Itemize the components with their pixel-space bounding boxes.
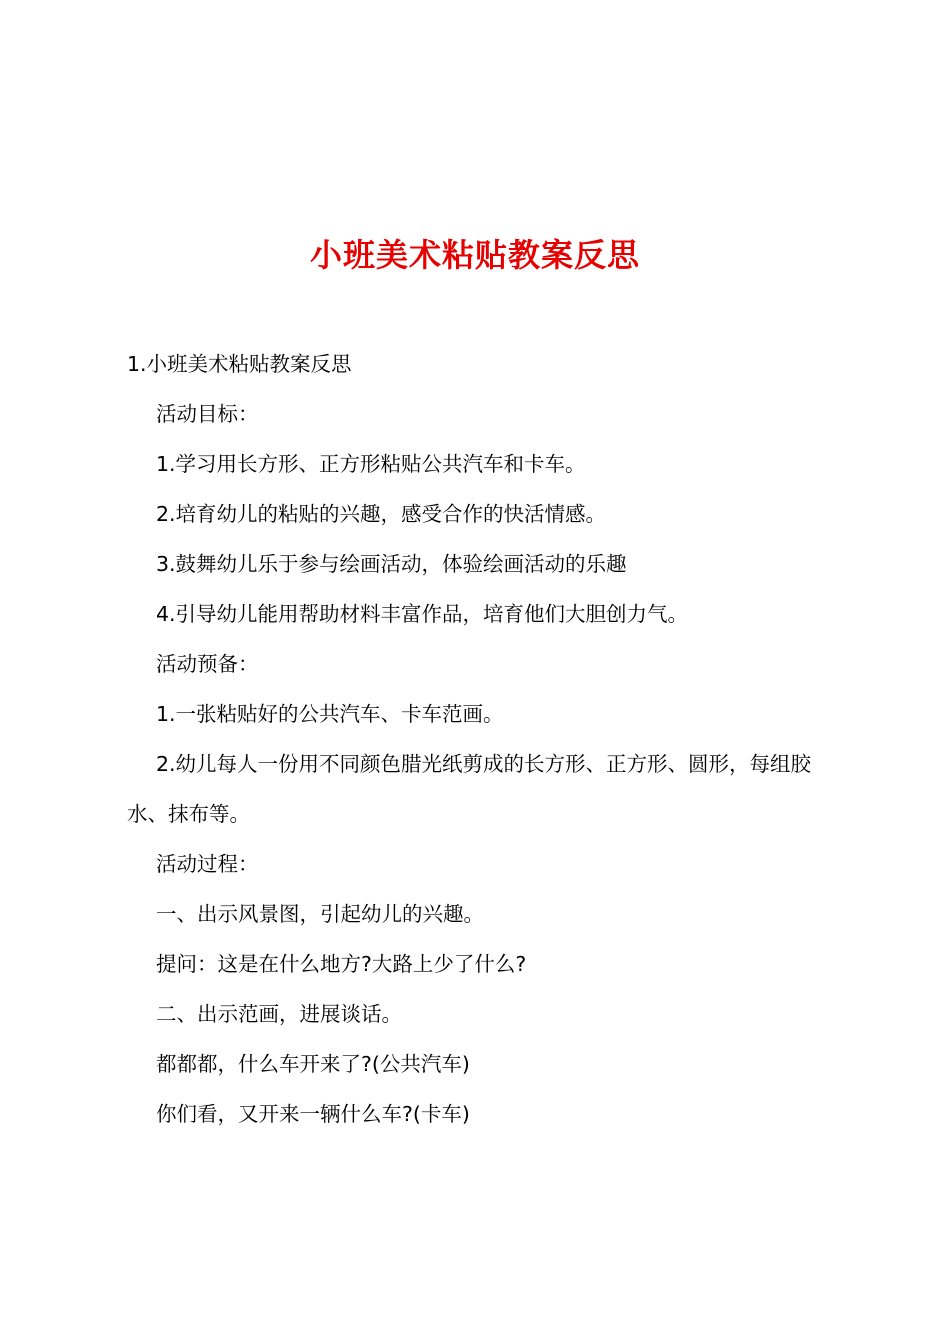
document-title: 小班美术粘贴教案反思 bbox=[309, 236, 640, 275]
paragraph: 活动目标： bbox=[156, 402, 259, 426]
paragraph: 1.学习用长方形、正方形粘贴公共汽车和卡车。 bbox=[156, 452, 586, 476]
paragraph: 二、出示范画，进展谈话。 bbox=[156, 1002, 402, 1026]
paragraph: 都都都，什么车开来了?(公共汽车) bbox=[156, 1052, 470, 1076]
paragraph: 3.鼓舞幼儿乐于参与绘画活动，体验绘画活动的乐趣 bbox=[156, 552, 627, 576]
paragraph: 2.培育幼儿的粘贴的兴趣，感受合作的快活情感。 bbox=[156, 502, 607, 526]
section-heading: 1.小班美术粘贴教案反思 bbox=[127, 352, 352, 376]
paragraph: 2.幼儿每人一份用不同颜色腊光纸剪成的长方形、正方形、圆形，每组胶水、抹布等。 bbox=[127, 752, 812, 826]
paragraph: 一、出示风景图，引起幼儿的兴趣。 bbox=[156, 902, 484, 926]
paragraph: 提问：这是在什么地方?大路上少了什么? bbox=[156, 952, 527, 976]
paragraph: 活动预备： bbox=[156, 652, 259, 676]
document-body bbox=[127, 339, 837, 1139]
paragraph: 活动过程： bbox=[156, 852, 259, 876]
paragraph: 1.一张粘贴好的公共汽车、卡车范画。 bbox=[156, 702, 504, 726]
paragraph: 你们看，又开来一辆什么车?(卡车) bbox=[156, 1102, 470, 1126]
paragraph: 4.引导幼儿能用帮助材料丰富作品，培育他们大胆创力气。 bbox=[156, 602, 689, 626]
